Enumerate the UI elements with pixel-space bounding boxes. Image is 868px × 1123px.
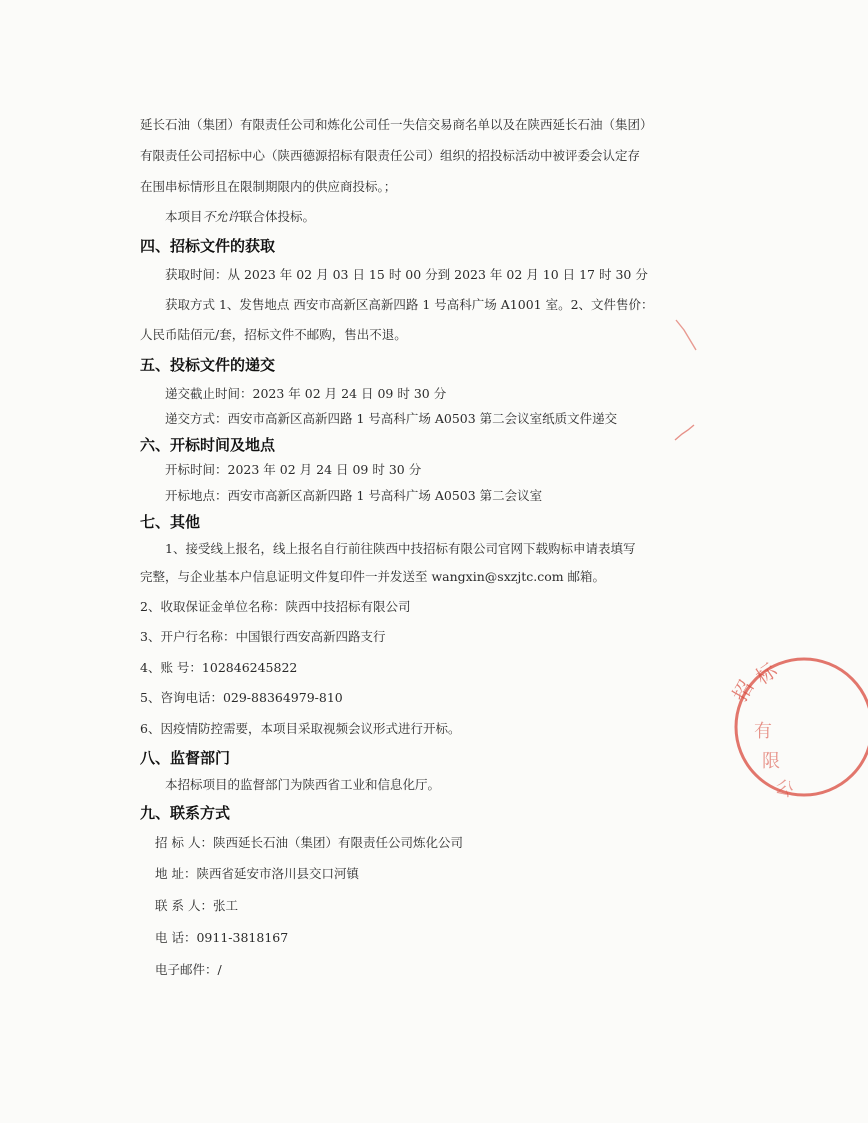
intro-line-1: 延长石油（集团）有限责任公司和炼化公司任一失信交易商名单以及在陕西延长石油（集团） [140, 117, 653, 132]
contact-tenderer: 招 标 人：陕西延长石油（集团）有限责任公司炼化公司 [155, 835, 463, 850]
contact-email: 电子邮件：/ [155, 962, 222, 977]
other-item-6: 6、因疫情防控需要，本项目采取视频会议形式进行开标。 [140, 721, 461, 736]
svg-text:公: 公 [772, 775, 797, 802]
section-4-heading: 四、招标文件的获取 [140, 237, 276, 255]
other-item-5: 5、咨询电话：029-88364979-810 [140, 690, 343, 705]
consortium-value: 不允许 [202, 209, 241, 224]
svg-text:有: 有 [754, 721, 772, 742]
contact-address: 地 址：陕西省延安市洛川县交口河镇 [155, 866, 359, 881]
section-6-heading: 六、开标时间及地点 [140, 436, 276, 454]
consortium-line [165, 208, 315, 226]
other-item-4: 4、账 号：102846245822 [140, 660, 298, 675]
other-item-2: 2、收取保证金单位名称：陕西中技招标有限公司 [140, 599, 411, 614]
section-7-heading: 七、其他 [140, 513, 201, 531]
svg-text:标: 标 [751, 657, 782, 690]
opening-place: 开标地点：西安市高新区高新四路 1 号高科广场 A0503 第二会议室 [165, 488, 543, 503]
intro-line-3: 在围串标情形且在限制期限内的供应商投标。； [140, 179, 397, 194]
submit-deadline: 递交截止时间：2023 年 02 月 24 日 09 时 30 分 [165, 386, 447, 401]
acquire-method-line-2: 人民币陆佰元/套，招标文件不邮购，售出不退。 [140, 327, 407, 342]
section-9-heading: 九、联系方式 [140, 804, 231, 822]
supervision-text: 本招标项目的监督部门为陕西省工业和信息化厅。 [165, 777, 441, 792]
scan-mark [672, 420, 698, 446]
svg-text:限: 限 [762, 751, 780, 772]
submit-method: 递交方式：西安市高新区高新四路 1 号高科广场 A0503 第二会议室纸质文件递交 [165, 411, 618, 426]
other-item-1-line-2: 完整，与企业基本户信息证明文件复印件一并发送至 wangxin@sxzjtc.com 邮箱。 [140, 569, 606, 584]
acquire-method-line-1: 获取方式 1、发售地点 西安市高新区高新四路 1 号高科广场 A1001 室。2、文件售价： [165, 297, 654, 312]
contact-phone: 电 话：0911-3818167 [155, 930, 289, 945]
seal-ring [728, 645, 868, 805]
svg-text:招: 招 [727, 676, 759, 706]
acquire-time: 获取时间：从 2023 年 02 月 03 日 15 时 00 分到 2023 年 02 月 10 日 17 时 30 分 [165, 267, 648, 282]
intro-line-2: 有限责任公司招标中心（陕西德源招标有限责任公司）组织的招投标活动中被评委会认定存 [140, 148, 641, 163]
scan-mark [672, 316, 702, 356]
section-5-heading: 五、投标文件的递交 [140, 356, 276, 374]
contact-person: 联 系 人：张工 [155, 898, 238, 913]
other-item-3: 3、开户行名称：中国银行西安高新四路支行 [140, 629, 386, 644]
other-item-1-line-1: 1、接受线上报名，线上报名自行前往陕西中技招标有限公司官网下载购标申请表填写 [165, 541, 636, 556]
opening-time: 开标时间：2023 年 02 月 24 日 09 时 30 分 [165, 462, 422, 477]
company-seal [728, 645, 798, 805]
consortium-prefix: 本项目 [165, 209, 203, 224]
consortium-suffix: 联合体投标。 [240, 209, 316, 224]
section-8-heading: 八、监督部门 [140, 749, 231, 767]
